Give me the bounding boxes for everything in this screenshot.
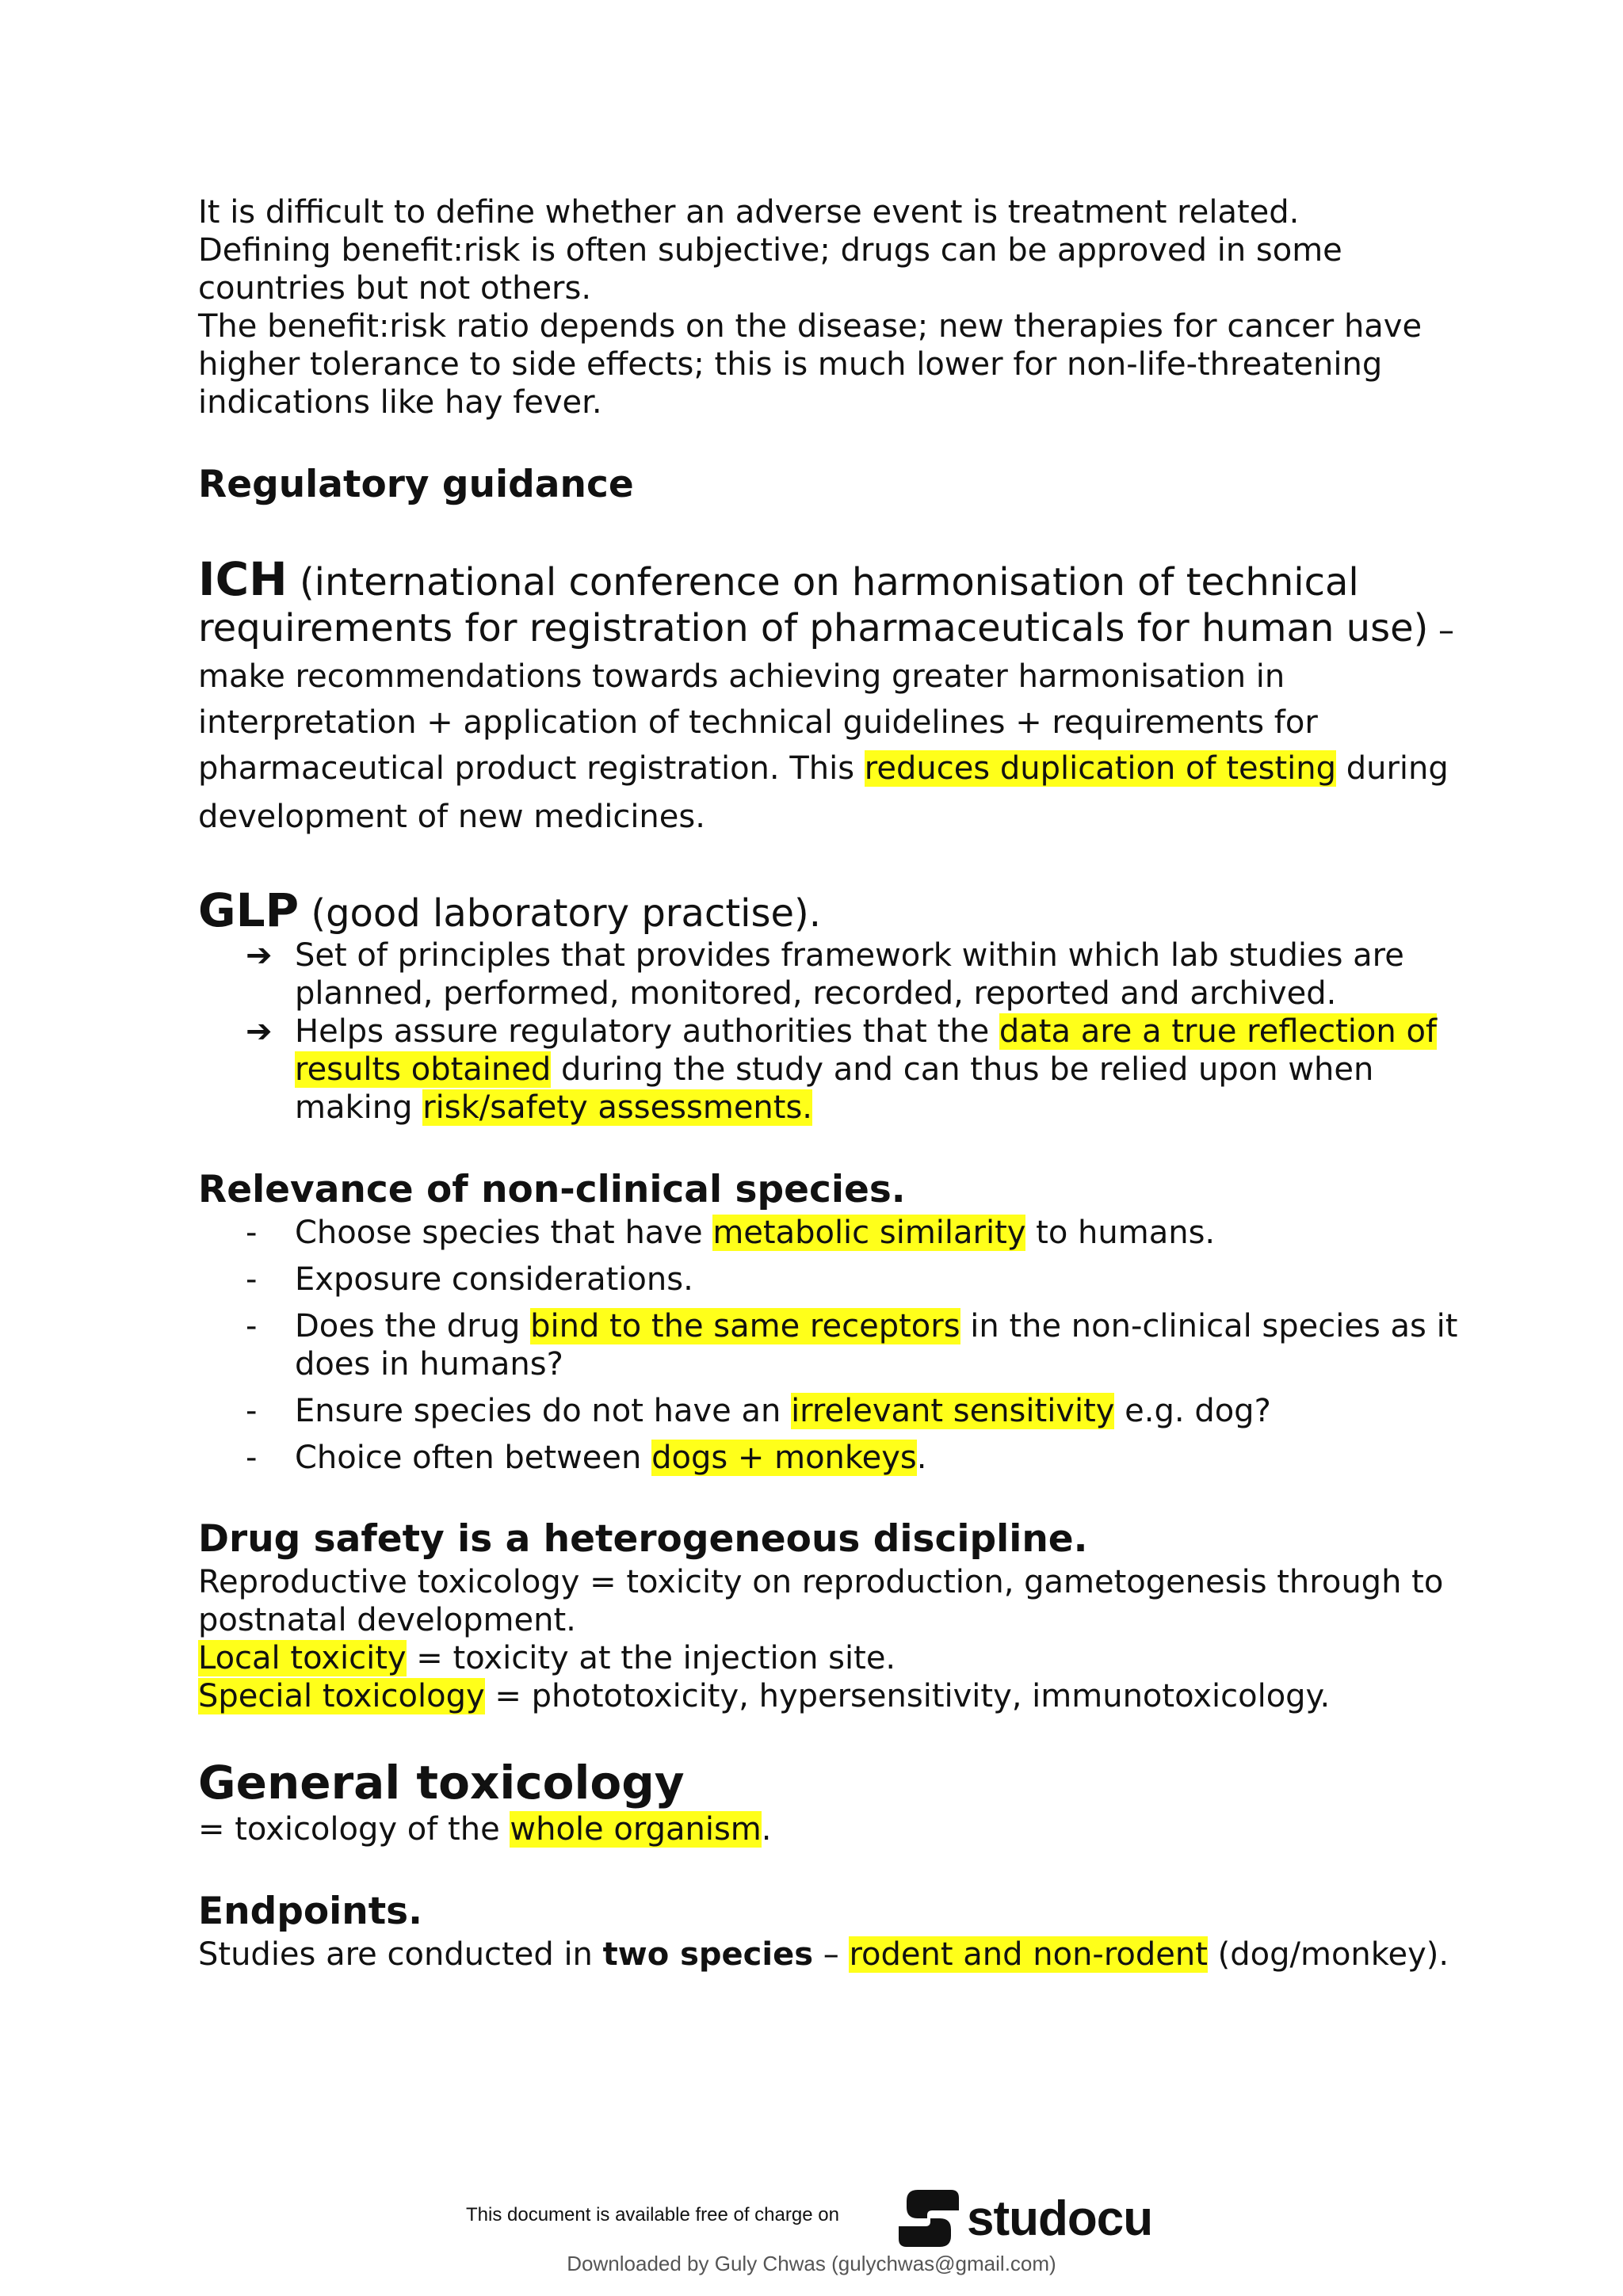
repro-text: Reproductive toxicology = toxicity on reproduction, gametogenesis through to postnatal development. (198, 1564, 1444, 1638)
item-text-b: to humans. (1025, 1215, 1216, 1251)
list-item: - Ensure species do not have an irrelevant sensitivity e.g. dog? (246, 1393, 1271, 1429)
general-text-a: = toxicology of the (198, 1811, 510, 1848)
footer (0, 2180, 1623, 2252)
ich-acronym: ICH (198, 552, 288, 606)
local-toxicity-highlight: Local toxicity (198, 1640, 407, 1676)
glp-bullet-2-highlight-2: risk/safety assessments. (422, 1089, 813, 1126)
intro-line-1: It is difficult to define whether an adverse event is treatment related. (198, 194, 1300, 231)
drug-safety-heading: Drug safety is a heterogeneous discipline. (198, 1517, 1088, 1561)
glp-bullet-2 (246, 1013, 1466, 1127)
endpoints-text-b: – (813, 1936, 850, 1973)
endpoints-highlight: rodent and non-rodent (849, 1936, 1208, 1973)
studocu-logo[interactable] (896, 2187, 1152, 2250)
glp-bullet-1 (246, 936, 1466, 1013)
glp-bullet-2-text-a: Helps assure regulatory authorities that the (295, 1013, 999, 1050)
item-highlight: irrelevant sensitivity (791, 1393, 1115, 1429)
item-text-b: . (916, 1440, 927, 1476)
item-highlight: bind to the same receptors (530, 1308, 960, 1344)
item-highlight: dogs + monkeys (651, 1440, 917, 1476)
studocu-wordmark: studocu (967, 2191, 1153, 2246)
document-body (198, 193, 1466, 1974)
endpoints-heading: Endpoints. (198, 1890, 423, 1933)
glp-acronym: GLP (198, 883, 300, 937)
item-text-b: e.g. dog? (1114, 1393, 1271, 1429)
species-list (198, 1214, 1466, 1477)
ich-expansion: (international conference on harmonisation of technical requirements for registration of pharmaceuticals for human use) (198, 560, 1429, 650)
glp-bullet-1-text: Set of principles that provides framework within which lab studies are planned, performed, monitored, recorded, reported and archived. (295, 937, 1404, 1012)
item-highlight: metabolic similarity (712, 1215, 1026, 1251)
item-text-b: in the non-clinical species as it does in humans? (295, 1308, 1458, 1383)
item-text-a: Choose species that have (295, 1215, 713, 1251)
regulatory-heading: Regulatory guidance (198, 463, 634, 506)
special-toxicology-line (198, 1677, 1466, 1715)
list-item: - Choose species that have metabolic similarity to humans. (246, 1215, 1216, 1251)
local-toxicity-text: = toxicity at the injection site. (406, 1640, 896, 1676)
item-text-a: Exposure considerations. (295, 1261, 693, 1298)
ich-highlight: reduces duplication of testing (864, 750, 1336, 787)
general-toxicology-text (198, 1810, 1466, 1848)
species-heading: Relevance of non-clinical species. (198, 1168, 906, 1211)
arrow-right-icon: ➔ (246, 937, 273, 974)
ich-text-a: – make recommendations towards achieving greater harmonisation in interpretation + application of technical guidelines + requirements for pharmaceutical product registration. This (198, 612, 1455, 787)
glp-bullet-2-text-b: during the study and can thus be relied upon when making (295, 1051, 1374, 1126)
special-toxicology-text: = phototoxicity, hypersensitivity, immunotoxicology. (484, 1678, 1331, 1714)
intro-line-2: Defining benefit:risk is often subjective; drugs can be approved in some countries but not others. (198, 232, 1342, 307)
downloaded-by-text: Downloaded by Guly Chwas (gulychwas@gmail.com) (567, 2252, 1056, 2275)
glp-expansion: (good laboratory practise). (299, 891, 821, 936)
studocu-logo-icon (896, 2187, 962, 2250)
endpoints-text (198, 1936, 1466, 1974)
endpoints-text-c: (dog/monkey). (1207, 1936, 1449, 1973)
special-toxicology-highlight: Special toxicology (198, 1678, 485, 1714)
general-text-b: . (761, 1811, 772, 1848)
general-toxicology-heading: General toxicology (198, 1756, 685, 1810)
glp-bullets (198, 936, 1466, 1127)
footer-available-text: This document is available free of charge on (466, 2204, 839, 2225)
intro-line-3: The benefit:risk ratio depends on the disease; new therapies for cancer have higher tolerance to side effects; this is much lower for non-life-threatening indications like hay fever. (198, 308, 1423, 421)
item-text-a: Choice often between (295, 1440, 652, 1476)
general-highlight: whole organism (510, 1811, 762, 1848)
glp-bullet-2-highlight-1: data are a true reflection of results obtained (295, 1013, 1438, 1088)
endpoints-bold: two species (602, 1936, 814, 1973)
ich-paragraph (198, 552, 1466, 840)
item-text-a: Ensure species do not have an (295, 1393, 792, 1429)
arrow-right-icon: ➔ (246, 1013, 273, 1050)
ich-text-b: during development of new medicines. (198, 750, 1449, 835)
local-toxicity-line (198, 1639, 1466, 1677)
list-item: - Does the drug bind to the same receptors in the non-clinical species as it does in humans? (246, 1308, 1458, 1383)
glp-heading (198, 883, 1466, 937)
list-item: - Choice often between dogs + monkeys. (246, 1440, 927, 1476)
endpoints-text-a: Studies are conducted in (198, 1936, 603, 1973)
list-item: - Exposure considerations. (246, 1261, 693, 1298)
item-text-a: Does the drug (295, 1308, 531, 1344)
